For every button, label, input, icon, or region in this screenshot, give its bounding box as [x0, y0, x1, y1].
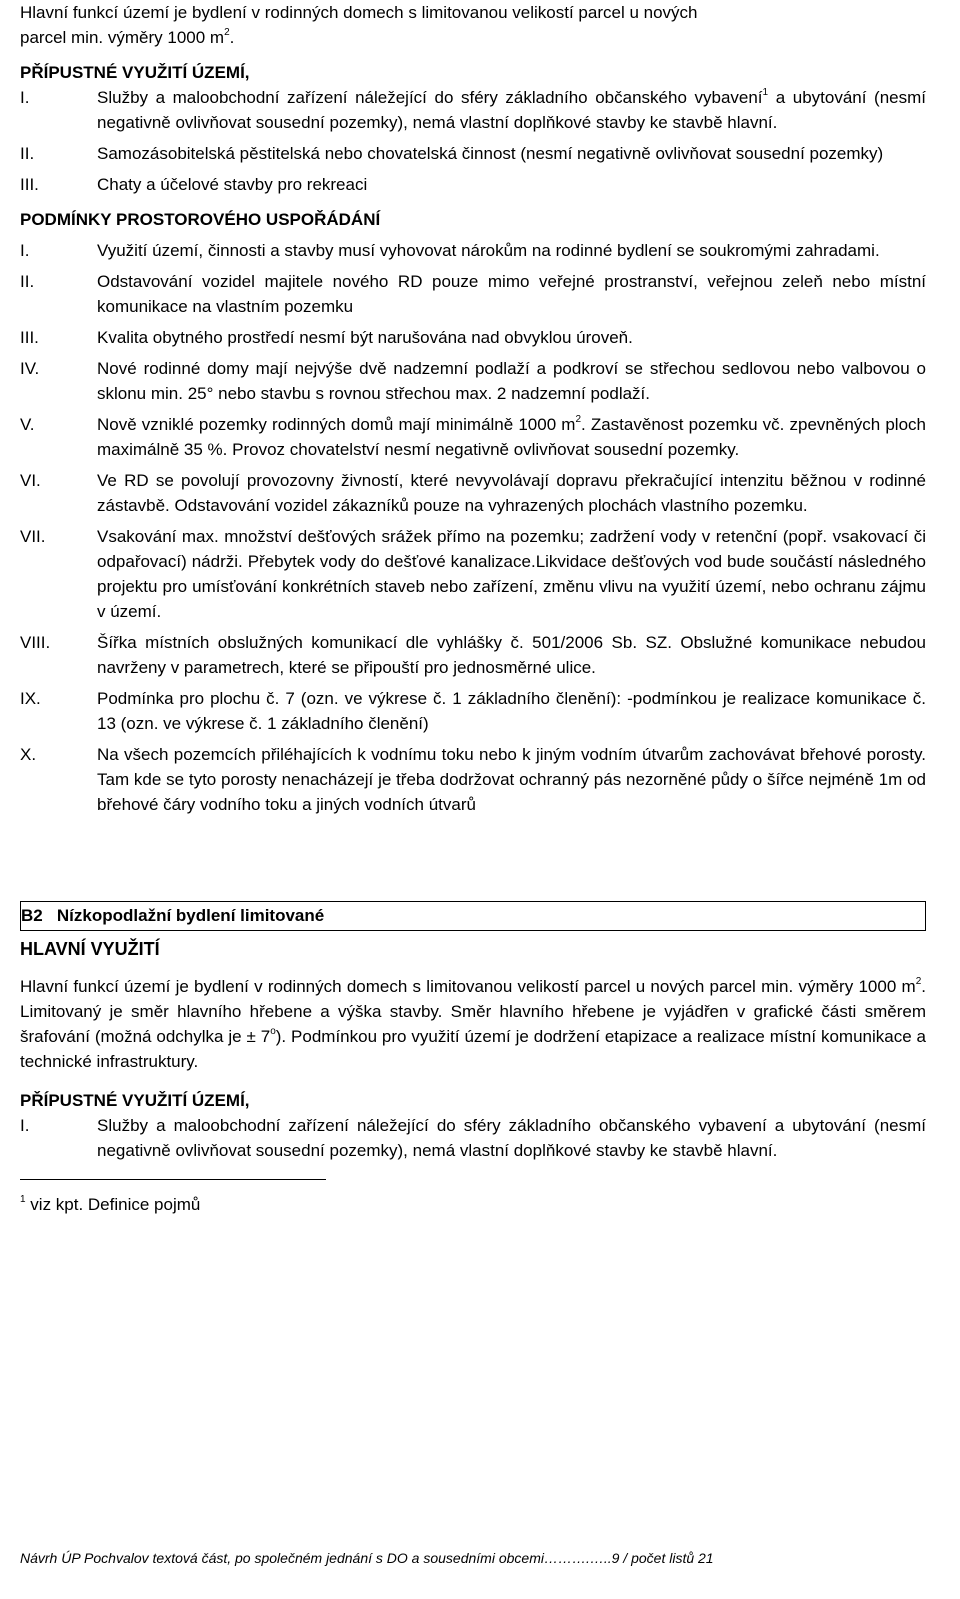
item-text-part: Nově vzniklé pozemky rodinných domů mají minimálně 1000 m: [97, 415, 576, 434]
footnote-mark: 1: [20, 1194, 26, 1205]
item-number: V.: [20, 415, 35, 434]
item-text: Ve RD se povolují provozovny živností, které nevyvolávají dopravu překračující intenzitu běžnou v rodinné zástavbě. Odstavování vozidel zákazníků pouze na vyhrazených plochách vlastního pozemku.: [97, 471, 926, 515]
list-item: [20, 468, 926, 518]
list-item: [20, 325, 926, 350]
page-footer: Návrh ÚP Pochvalov textová část, po společném jednání s DO a sousedními obcemi……….…..9 / počet listů 21: [20, 1550, 714, 1566]
intro-text: [20, 0, 926, 50]
intro-line-2: parcel min. výměry 1000 m: [20, 28, 225, 47]
list-item: [20, 269, 926, 319]
item-text: Chaty a účelové stavby pro rekreaci: [97, 175, 368, 194]
text-part: ). Podmínkou pro využití území je dodržení etapizace a realizace místní komunikace a technické infrastruktury.: [20, 1027, 927, 1071]
list-item: [20, 238, 926, 263]
superscript: 2: [915, 976, 922, 987]
item-text: Samozásobitelská pěstitelská nebo chovatelská činnost (nesmí negativně ovlivňovat sousední pozemky): [97, 144, 884, 163]
list-item: [20, 356, 926, 406]
item-text-part: a ubytování (nesmí negativně ovlivňovat sousední pozemky), nemá vlastní doplňkové stavby ke stavbě hlavní.: [97, 88, 926, 132]
list-item: [20, 742, 926, 817]
list-item: [20, 524, 926, 624]
main-use-heading: HLAVNÍ VYUŽITÍ: [20, 939, 160, 959]
section-code: B2: [21, 906, 43, 925]
item-number: X.: [20, 745, 37, 764]
list-item: [20, 412, 926, 462]
item-text: Využití území, činnosti a stavby musí vyhovovat nárokům na rodinné bydlení se soukromými zahradami.: [97, 241, 880, 260]
item-text-part: . Zastavěnost pozemku vč. zpevněných ploch maximálně 35 %. Provoz chovatelství nesmí negativně ovlivňovat sousední pozemky.: [97, 415, 926, 459]
item-number: I.: [20, 1116, 30, 1135]
item-number: I.: [20, 241, 30, 260]
item-text: Na všech pozemcích přiléhajících k vodnímu toku nebo k jiným vodním útvarům zachovávat břehové porosty. Tam kde se tyto porosty nenacházejí je třeba dodržovat ochranný pás nezorněné půdy o šířce nejméně 1m od břehové čáry vodního toku a jiných vodních útvarů: [97, 745, 926, 814]
item-number: VIII.: [20, 633, 51, 652]
footnote-text: viz kpt. Definice pojmů: [25, 1195, 201, 1214]
item-text: [97, 85, 926, 135]
superscript: 2: [224, 27, 230, 38]
allowed-use-heading: PŘÍPUSTNÉ VYUŽITÍ ÚZEMÍ,: [20, 63, 250, 82]
section-title: Nízkopodlažní bydlení limitované: [56, 906, 325, 925]
list-item: [20, 141, 926, 166]
item-text: Šířka místních obslužných komunikací dle vyhlášky č. 501/2006 Sb. SZ. Obslužné komunikace nebudou navrženy v parametrech, které se připouští pro jednosměrné ulice.: [97, 633, 926, 677]
item-number: VI.: [20, 471, 41, 490]
item-text: Vsakování max. množství dešťových srážek přímo na pozemku; zadržení vody v retenční (popř. vsakovací či odpařovací) nádrži. Přebytek vody do dešťové kanalizace.Likvidace dešťových vod bude součástí následného projektu pro umísťování konkrétních staveb nebo zařízení, změnu vlivu na využití území, nebo ochranu zájmu v území.: [97, 527, 926, 621]
list-item: [20, 85, 926, 135]
item-number: IX.: [20, 689, 41, 708]
allowed-use-heading-b2: PŘÍPUSTNÉ VYUŽITÍ ÚZEMÍ,: [20, 1091, 250, 1110]
superscript: o: [270, 1026, 276, 1037]
document-page: [20, 0, 926, 1217]
footnote-separator: [20, 1179, 326, 1180]
list-item: [20, 1113, 926, 1163]
item-number: III.: [20, 175, 39, 194]
item-text-part: Služby a maloobchodní zařízení náležející do sféry základního občanského vybavení: [97, 88, 763, 107]
section-title-box: [20, 901, 926, 931]
superscript: 2: [575, 414, 581, 425]
item-number: III.: [20, 328, 39, 347]
intro-line-2-end: .: [229, 28, 235, 47]
list-item: [20, 172, 926, 197]
list-item: [20, 686, 926, 736]
item-text: [97, 412, 926, 462]
footnote: [20, 1192, 926, 1217]
item-text: Nové rodinné domy mají nejvýše dvě nadzemní podlaží a podkroví se střechou sedlovou nebo valbovou o sklonu min. 25° nebo stavbu s rovnou střechou max. 2 nadzemní podlaží.: [97, 359, 926, 403]
item-number: II.: [20, 272, 35, 291]
item-number: IV.: [20, 359, 40, 378]
intro-line-1: Hlavní funkcí území je bydlení v rodinných domech s limitovanou velikostí parcel u nových: [20, 3, 698, 22]
item-text: Odstavování vozidel majitele nového RD pouze mimo veřejné prostranství, veřejnou zeleň nebo místní komunikace na vlastním pozemku: [97, 272, 926, 316]
main-use-text: [20, 974, 926, 1074]
list-item: [20, 630, 926, 680]
item-text: Služby a maloobchodní zařízení náležející do sféry základního občanského vybavení a ubytování (nesmí negativně ovlivňovat sousední pozemky), nemá vlastní doplňkové stavby ke stavbě hlavní.: [97, 1116, 926, 1160]
footnote-ref[interactable]: 1: [762, 87, 769, 98]
item-number: II.: [20, 144, 35, 163]
text-part: . Limitovaný je směr hlavního hřebene a výška stavby. Směr hlavního hřebene je vyjádřen v grafické části směrem šrafování (možná odchylka je ± 7: [20, 977, 926, 1046]
item-text: Podmínka pro plochu č. 7 (ozn. ve výkrese č. 1 základního členění): -podmínkou je realizace komunikace č. 13 (ozn. ve výkrese č. 1 základního členění): [97, 689, 926, 733]
item-number: I.: [20, 88, 30, 107]
item-text: Kvalita obytného prostředí nesmí být narušována nad obvyklou úroveň.: [97, 328, 633, 347]
conditions-heading: PODMÍNKY PROSTOROVÉHO USPOŘÁDÁNÍ: [20, 210, 381, 229]
item-number: VII.: [20, 527, 46, 546]
text-part: Hlavní funkcí území je bydlení v rodinných domech s limitovanou velikostí parcel u nových parcel min. výměry 1000 m: [20, 977, 916, 996]
